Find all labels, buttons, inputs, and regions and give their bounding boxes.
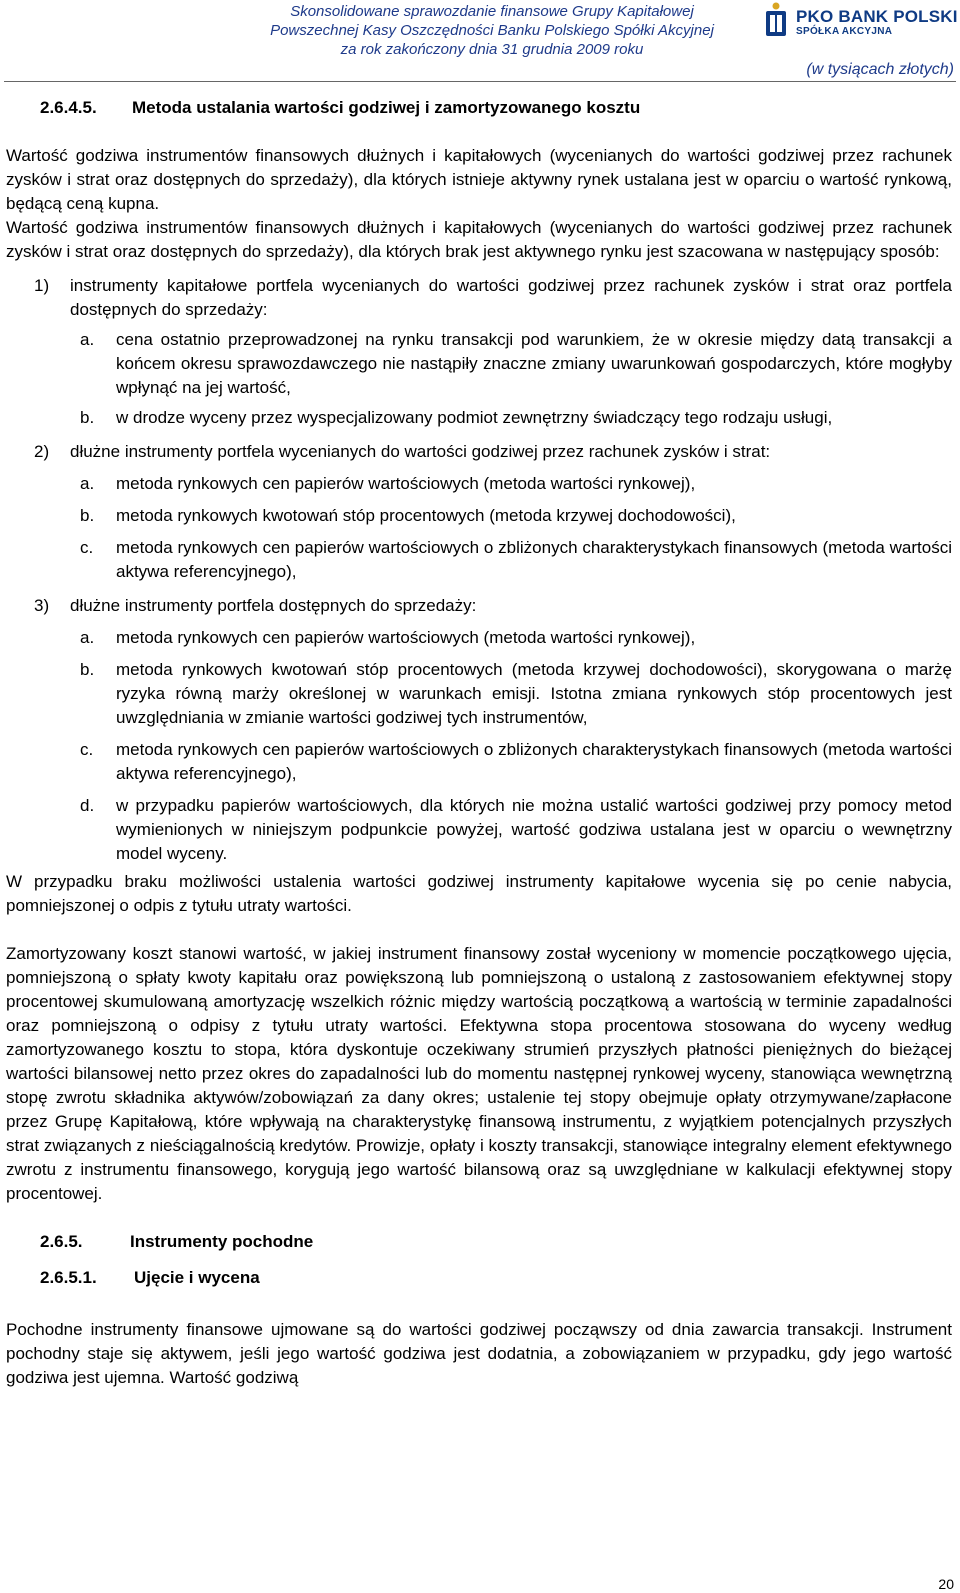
list-text: metoda rynkowych kwotowań stóp procentowych (metoda krzywej dochodowości), skorygowana o marżę ryzyka równą marży określonej w warunkach emisji. Istotna zmiana rynkowych stóp procentowych jest uwzględniania w zmianie wartości godziwej tych instrumentów, xyxy=(116,660,952,727)
report-title-line-3: za rok zakończony dnia 31 grudnia 2009 roku xyxy=(340,41,644,58)
section-title: Instrumenty pochodne xyxy=(130,1232,314,1251)
section-number: 2.6.5. xyxy=(40,1232,83,1251)
list-text: metoda rynkowych cen papierów wartościowych (metoda wartości rynkowej), xyxy=(116,474,696,493)
section-number: 2.6.4.5. xyxy=(40,98,97,117)
section-heading xyxy=(40,96,952,120)
list-item xyxy=(6,274,952,322)
report-title-line-1: Skonsolidowane sprawozdanie finansowe Grupy Kapitałowej xyxy=(290,3,694,20)
sub-list-item xyxy=(6,504,952,528)
list-text: metoda rynkowych kwotowań stóp procentowych (metoda krzywej dochodowości), xyxy=(116,506,736,525)
paragraph: W przypadku braku możliwości ustalenia wartości godziwej instrumenty kapitałowe wycenia się po cenie nabycia, pomniejszonej o odpis z tytułu utraty wartości. xyxy=(6,872,952,915)
sub-list-item xyxy=(6,626,952,650)
bank-legal-form: SPÓŁKA AKCYJNA xyxy=(796,26,893,37)
list-marker: a. xyxy=(80,330,95,349)
sub-list-item xyxy=(6,536,952,584)
bank-logo xyxy=(762,2,958,38)
page-number: 20 xyxy=(938,1576,954,1592)
list-marker: a. xyxy=(80,474,95,493)
list-text: dłużne instrumenty portfela wycenianych do wartości godziwej przez rachunek zysków i strat: xyxy=(70,442,771,461)
list-text: instrumenty kapitałowe portfela wycenianych do wartości godziwej przez rachunek zysków i strat oraz portfela dostępnych do sprzedaży: xyxy=(70,276,952,319)
list-marker: c. xyxy=(80,740,94,759)
paragraph: Zamortyzowany koszt stanowi wartość, w jakiej instrument finansowy został wyceniony w momencie początkowego ujęcia, pomniejszoną o spłaty kwoty kapitału oraz powiększoną lub pomniejszoną o ustaloną z zastosowaniem efektywnej stopy procentowej skumulowaną amortyzację wszelkich różnic między wartością początkową a wartością w terminie zapadalności oraz pomniejszoną o odpisy z tytułu utraty wartości. Efektywna stopa procentowa stosowana do wyceny według zamortyzowanego kosztu to stopa, która dyskontuje oczekiwany strumień przyszłych płatności pieniężnych do bieżącej wartości bilansowej netto przez okres do zapadalności lub do momentu następnej rynkowej wyceny, stanowiąca wewnętrzną stopę zwrotu składnika aktywów/zobowiązań za dany okres; ustalenie tej stopy obejmuje opłaty otrzymywane/zapłacone przez Grupę Kapitałową, które wpływają na charakterystykę finansową instrumentu, z wyjątkiem potencjalnych przyszłych strat związanych z nieściągalnością kredytów. Prowizje, opłaty i koszty transakcji, stanowiące integralny element efektywnego zwrotu z instrumentu finansowego, korygują jego wartość bilansową oraz są uwzględniane w kalkulacji efektywnej stopy procentowej. xyxy=(6,944,952,1203)
section-title: Metoda ustalania wartości godziwej i zamortyzowanego kosztu xyxy=(132,98,641,117)
sub-list-item xyxy=(6,794,952,866)
list-marker: 3) xyxy=(34,596,50,615)
list-marker: b. xyxy=(80,408,95,427)
list-text: metoda rynkowych cen papierów wartościowych o zbliżonych charakterystykach finansowych (metoda wartości aktywa referencyjnego), xyxy=(116,538,952,581)
document-body xyxy=(6,96,952,1390)
report-title-line-2: Powszechnej Kasy Oszczędności Banku Polskiego Spółki Akcyjnej xyxy=(270,22,714,39)
list-marker: 2) xyxy=(34,442,50,461)
section-heading xyxy=(40,1266,952,1290)
sub-list-item xyxy=(6,406,952,430)
list-text: cena ostatnio przeprowadzonej na rynku transakcji pod warunkiem, że w okresie między datą transakcji a końcem okresu sprawozdawczego nie nastąpiły znaczne zmiany uwarunkowań gospodarczych, które mogłyby wpłynąć na jej wartość, xyxy=(116,330,952,397)
page-header xyxy=(0,0,960,90)
list-text: dłużne instrumenty portfela dostępnych do sprzedaży: xyxy=(70,596,477,615)
paragraph: Wartość godziwa instrumentów finansowych dłużnych i kapitałowych (wycenianych do wartości godziwej przez rachunek zysków i strat oraz dostępnych do sprzedaży), dla których brak jest aktywnego rynku jest szacowana w następujący sposób: xyxy=(6,218,952,261)
section-title: Ujęcie i wycena xyxy=(134,1268,260,1287)
header-divider xyxy=(4,81,956,82)
report-title xyxy=(232,2,752,59)
paragraph: Wartość godziwa instrumentów finansowych dłużnych i kapitałowych (wycenianych do wartości godziwej przez rachunek zysków i strat oraz dostępnych do sprzedaży), dla których istnieje aktywny rynek ustalana jest w oparciu o wartość rynkową, będącą ceną kupna. xyxy=(6,146,952,213)
paragraph: Pochodne instrumenty finansowe ujmowane są do wartości godziwej począwszy od dnia zawarcia transakcji. Instrument pochodny staje się aktywem, jeśli jego wartość godziwa jest dodatnia, a zobowiązaniem w przypadku, gdy jego wartość godziwa jest ujemna. Wartość godziwą xyxy=(6,1320,952,1387)
list-text: w przypadku papierów wartościowych, dla których nie można ustalić wartości godziwej przy pomocy metod wymienionych w niniejszym podpunkcie powyżej, wartość godziwa ustalana jest w oparciu o wewnętrzny model wyceny. xyxy=(116,796,952,863)
list-item xyxy=(6,440,952,464)
sub-list-item xyxy=(6,328,952,400)
units-note: (w tysiącach złotych) xyxy=(806,61,954,78)
list-marker: d. xyxy=(80,796,95,815)
list-item xyxy=(6,594,952,618)
sub-list-item xyxy=(6,738,952,786)
bank-logo-icon xyxy=(762,2,790,38)
list-text: metoda rynkowych cen papierów wartościowych (metoda wartości rynkowej), xyxy=(116,628,696,647)
section-number: 2.6.5.1. xyxy=(40,1268,97,1287)
list-text: metoda rynkowych cen papierów wartościowych o zbliżonych charakterystykach finansowych (metoda wartości aktywa referencyjnego), xyxy=(116,740,952,783)
list-marker: b. xyxy=(80,660,95,679)
list-marker: b. xyxy=(80,506,95,525)
list-marker: 1) xyxy=(34,276,50,295)
bank-name: PKO BANK POLSKI xyxy=(796,7,958,26)
list-text: w drodze wyceny przez wyspecjalizowany podmiot zewnętrzny świadczący tego rodzaju usługi, xyxy=(116,408,833,427)
sub-list-item xyxy=(6,472,952,496)
list-marker: c. xyxy=(80,538,94,557)
sub-list-item xyxy=(6,658,952,730)
section-heading xyxy=(40,1230,952,1254)
list-marker: a. xyxy=(80,628,95,647)
